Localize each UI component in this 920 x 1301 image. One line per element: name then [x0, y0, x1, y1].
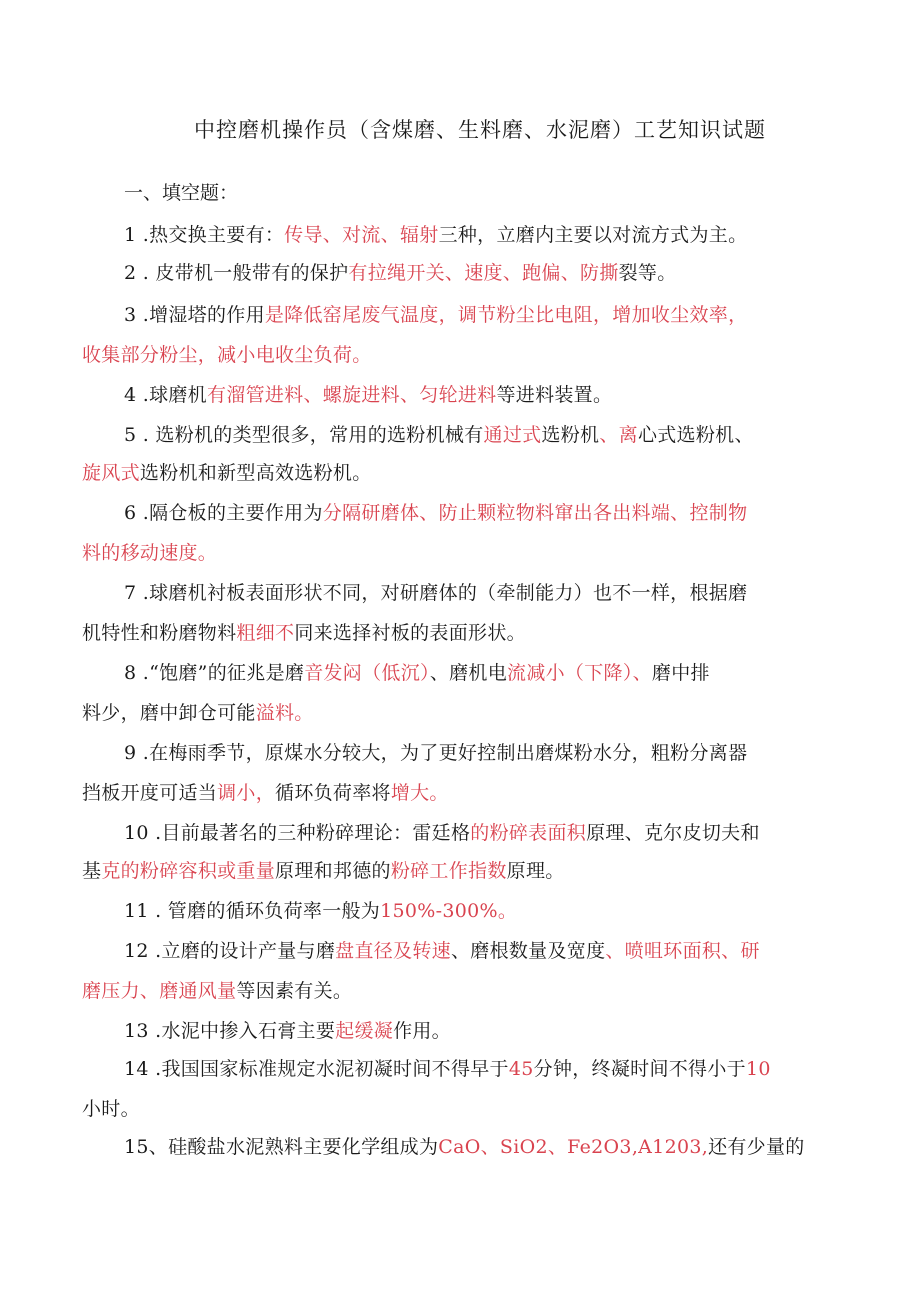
question-line: [124, 420, 754, 447]
question-text: 原理。: [506, 860, 565, 882]
answer-text: 有拉绳开关、速度、跑偏、防撕: [348, 262, 619, 284]
answer-text: 10: [745, 1058, 771, 1080]
question-text: 1 .热交换主要有：: [124, 224, 285, 246]
answer-text: 流减小（下降）、: [507, 662, 652, 684]
question-line: [124, 300, 747, 327]
question-text: 同来选择衬板的表面形状。: [294, 622, 526, 644]
question-text: 裂等。: [618, 262, 677, 284]
answer-text: 克的粉碎容积或重量: [101, 860, 276, 882]
answer-text: 粉碎工作指数: [390, 860, 507, 882]
question-text: 机特性和粉磨物料: [82, 622, 237, 644]
answer-text: 粗细不: [236, 622, 295, 644]
question-text: 3 .增湿塔的作用: [124, 304, 265, 326]
question-line: [124, 936, 760, 963]
question-text: 选粉机: [541, 424, 600, 446]
answer-text: 磨压力、磨通风量: [82, 980, 237, 1002]
question-text: 5 . 选粉机的类型很多，常用的选粉机械有: [124, 424, 484, 446]
question-line: [82, 458, 372, 485]
answer-text: 旋风式: [82, 462, 140, 484]
answer-text: 45: [508, 1058, 534, 1080]
question-text: 8 .“饱磨”的征兆是磨: [124, 662, 305, 684]
answer-text: 的粉碎表面积: [470, 822, 587, 844]
section-heading: 一、填空题：: [124, 182, 239, 204]
question-text: 12 .立磨的设计产量与磨: [124, 940, 336, 962]
question-text: 还有少量的: [708, 1136, 805, 1158]
question-line: [124, 738, 747, 765]
answer-text: 、喷咀环面积、研: [605, 940, 760, 962]
question-text: 6 .隔仓板的主要作用为: [124, 502, 323, 524]
answer-text: 增大。: [390, 782, 449, 804]
question-text: 心式选粉机、: [637, 424, 754, 446]
question-line: [124, 258, 677, 285]
question-line: [124, 818, 760, 845]
question-text: 10 .目前最著名的三种粉碎理论：雷廷格: [124, 822, 471, 844]
answer-text: 料的移动速度。: [82, 542, 218, 564]
question-text: 等进料装置。: [496, 384, 613, 406]
question-text: 13 .水泥中掺入石膏主要: [124, 1020, 336, 1042]
question-text: 11 . 管磨的循环负荷率一般为: [124, 900, 381, 922]
question-text: 9 .在梅雨季节，原煤水分较大，为了更好控制出磨煤粉水分，粗粉分离器: [124, 742, 748, 764]
answer-text: 分隔研磨体、防止颗粒物料窜出各出料端、控制物: [322, 502, 748, 524]
answer-text: 有溜管进料、螺旋进料、匀轮进料: [206, 384, 497, 406]
question-text: 4 .球磨机: [124, 384, 207, 406]
answer-text: 调小，: [217, 782, 276, 804]
answer-text: 通过式: [483, 424, 542, 446]
question-line: [82, 976, 352, 1003]
question-line: [124, 498, 747, 525]
question-text: 三种，立磨内主要以对流方式为主。: [438, 224, 748, 246]
question-line: [82, 618, 526, 645]
question-text: 等因素有关。: [236, 980, 353, 1002]
question-text: 14 .我国国家标准规定水泥初凝时间不得早于: [124, 1058, 509, 1080]
question-line: [124, 896, 517, 923]
question-text: 、磨机电: [429, 662, 508, 684]
question-line: [82, 1094, 140, 1121]
question-line: [124, 658, 710, 685]
question-text: 选粉机和新型高效选粉机。: [139, 462, 372, 484]
answer-text: 传导、对流、辐射: [284, 224, 439, 246]
question-line: [124, 1016, 451, 1043]
question-text: 基: [82, 860, 102, 882]
answer-text: 溢料。: [255, 702, 314, 724]
question-line: [82, 538, 217, 565]
document-title: 中控磨机操作员（含煤磨、生料磨、水泥磨）工艺知识试题: [194, 118, 766, 142]
question-line: [124, 380, 612, 407]
answer-text: 150%-300%。: [380, 900, 518, 922]
question-line: [82, 856, 565, 883]
answer-text: CaO、SiO2、Fe2O3,A1203,: [438, 1136, 709, 1158]
question-line: [124, 578, 747, 605]
question-text: 小时。: [82, 1098, 140, 1120]
question-line: [124, 1132, 805, 1159]
question-text: 2 . 皮带机一般带有的保护: [124, 262, 349, 284]
question-line: [82, 698, 314, 725]
question-text: 料少，磨中卸仓可能: [82, 702, 256, 724]
answer-text: 是降低窑尾废气温度，调节粉尘比电阻，增加收尘效率，: [264, 304, 748, 326]
answer-text: 音发闷（低沉）: [304, 662, 430, 684]
question-text: 、磨根数量及宽度: [450, 940, 606, 962]
question-text: 分钟，终凝时间不得小于: [533, 1058, 746, 1080]
question-line: [82, 340, 372, 367]
answer-text: 收集部分粉尘，减小电收尘负荷。: [82, 344, 372, 366]
question-text: 7 .球磨机衬板表面形状不同，对研磨体的（牵制能力）也不一样，根据磨: [124, 582, 748, 604]
question-text: 作用。: [393, 1020, 451, 1042]
answer-text: 、离: [599, 424, 638, 446]
question-line: [82, 778, 449, 805]
question-text: 挡板开度可适当: [82, 782, 218, 804]
question-text: 循环负荷率将: [275, 782, 391, 804]
answer-text: 盘直径及转速: [335, 940, 451, 962]
question-line: [124, 1054, 771, 1081]
answer-text: 起缓凝: [335, 1020, 394, 1042]
question-text: 原理、克尔皮切夫和: [586, 822, 760, 844]
question-line: [124, 220, 747, 247]
question-text: 磨中排: [651, 662, 710, 684]
question-text: 原理和邦德的: [275, 860, 391, 882]
question-text: 15、硅酸盐水泥熟料主要化学组成为: [124, 1136, 439, 1158]
